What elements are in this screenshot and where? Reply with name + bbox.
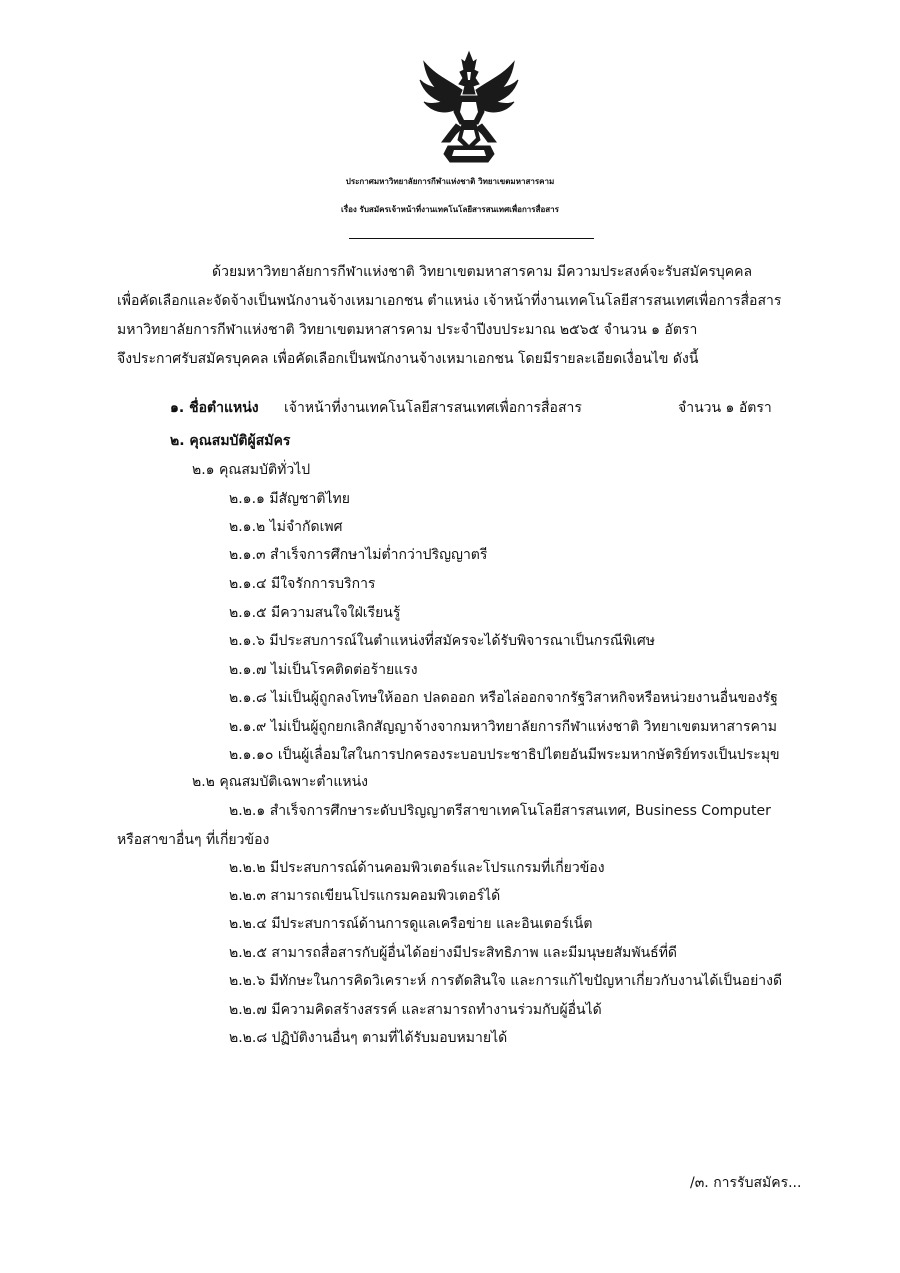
qualification-item: ๒.๒.๘ ปฏิบัติงานอื่นๆ ตามที่ได้รับมอบหมายได้ (229, 1030, 508, 1046)
qualification-item: ๒.๑.๔ มีใจรักการบริการ (229, 576, 376, 592)
qualification-item: ๒.๑.๑ มีสัญชาติไทย (229, 491, 350, 507)
qualification-item: ๒.๑.๘ ไม่เป็นผู้ถูกลงโทษให้ออก ปลดออก หรือไล่ออกจากรัฐวิสาหกิจหรือหน่วยงานอื่นของรัฐ (229, 690, 778, 706)
qualification-item: ๒.๑.๙ ไม่เป็นผู้ถูกยกเลิกสัญญาจ้างจากมหาวิทยาลัยการกีฬาแห่งชาติ วิทยาเขตมหาสารคาม (229, 719, 777, 735)
position-name: เจ้าหน้าที่งานเทคโนโลยีสารสนเทศเพื่อการสื่อสาร (284, 400, 582, 416)
general-qualifications-heading: ๒.๑ คุณสมบัติทั่วไป (192, 462, 311, 478)
qualification-item: ๒.๑.๗ ไม่เป็นโรคติดต่อร้ายแรง (229, 662, 418, 678)
announcement-subject: เรื่อง รับสมัครเจ้าหน้าที่งานเทคโนโลยีสารสนเทศเพื่อการสื่อสาร (341, 205, 559, 214)
intro-line: ด้วยมหาวิทยาลัยการกีฬาแห่งชาติ วิทยาเขตมหาสารคาม มีความประสงค์จะรับสมัครบุคคล (212, 264, 753, 280)
position-count: จำนวน ๑ อัตรา (678, 400, 772, 416)
section1-heading: ๑. ชื่อตำแหน่ง (170, 400, 259, 416)
qualification-item: ๒.๒.๒ มีประสบการณ์ด้านคอมพิวเตอร์และโปรแกรมที่เกี่ยวข้อง (229, 860, 605, 876)
garuda-emblem-icon (418, 50, 520, 166)
qualification-item: ๒.๒.๑ สำเร็จการศึกษาระดับปริญญาตรีสาขาเทคโนโลยีสารสนเทศ, Business Computer (229, 803, 771, 819)
qualification-item: ๒.๑.๕ มีความสนใจใฝ่เรียนรู้ (229, 605, 401, 621)
qualification-item-continued: หรือสาขาอื่นๆ ที่เกี่ยวข้อง (117, 832, 270, 848)
qualification-item: ๒.๒.๓ สามารถเขียนโปรแกรมคอมพิวเตอร์ได้ (229, 888, 501, 904)
qualification-item: ๒.๒.๕ สามารถสื่อสารกับผู้อื่นได้อย่างมีประสิทธิภาพ และมีมนุษยสัมพันธ์ที่ดี (229, 945, 678, 961)
specific-qualifications-heading: ๒.๒ คุณสมบัติเฉพาะตำแหน่ง (192, 774, 369, 790)
intro-line: จึงประกาศรับสมัครบุคคล เพื่อคัดเลือกเป็นพนักงานจ้างเหมาเอกชน โดยมีรายละเอียดเงื่อนไข ดังนี้ (117, 351, 699, 367)
continued-footer: /๓. การรับสมัคร... (690, 1175, 802, 1191)
qualification-item: ๒.๑.๓ สำเร็จการศึกษาไม่ต่ำกว่าปริญญาตรี (229, 547, 488, 563)
announcement-title: ประกาศมหาวิทยาลัยการกีฬาแห่งชาติ วิทยาเขตมหาสารคาม (345, 177, 555, 186)
qualification-item: ๒.๒.๗ มีความคิดสร้างสรรค์ และสามารถทำงานร่วมกับผู้อื่นได้ (229, 1002, 602, 1018)
intro-line: มหาวิทยาลัยการกีฬาแห่งชาติ วิทยาเขตมหาสารคาม ประจำปีงบประมาณ ๒๕๖๕ จำนวน ๑ อัตรา (117, 322, 698, 338)
qualification-item: ๒.๒.๖ มีทักษะในการคิดวิเคราะห์ การตัดสินใจ และการแก้ไขปัญหาเกี่ยวกับงานได้เป็นอย่างดี (229, 973, 783, 989)
qualification-item: ๒.๑.๑๐ เป็นผู้เลื่อมใสในการปกครองระบอบประชาธิปไตยอันมีพระมหากษัตริย์ทรงเป็นประมุข (229, 747, 780, 763)
qualification-item: ๒.๑.๒ ไม่จำกัดเพศ (229, 519, 343, 535)
intro-line: เพื่อคัดเลือกและจัดจ้างเป็นพนักงานจ้างเหมาเอกชน ตำแหน่ง เจ้าหน้าที่งานเทคโนโลยีสารสนเทศเพื่อการสื่อสาร (117, 293, 782, 309)
qualification-item: ๒.๒.๔ มีประสบการณ์ด้านการดูแลเครือข่าย และอินเตอร์เน็ต (229, 916, 593, 932)
section2-heading: ๒. คุณสมบัติผู้สมัคร (170, 433, 291, 449)
qualification-item: ๒.๑.๖ มีประสบการณ์ในตำแหน่งที่สมัครจะได้รับพิจารณาเป็นกรณีพิเศษ (229, 633, 655, 649)
title-divider (349, 238, 594, 239)
